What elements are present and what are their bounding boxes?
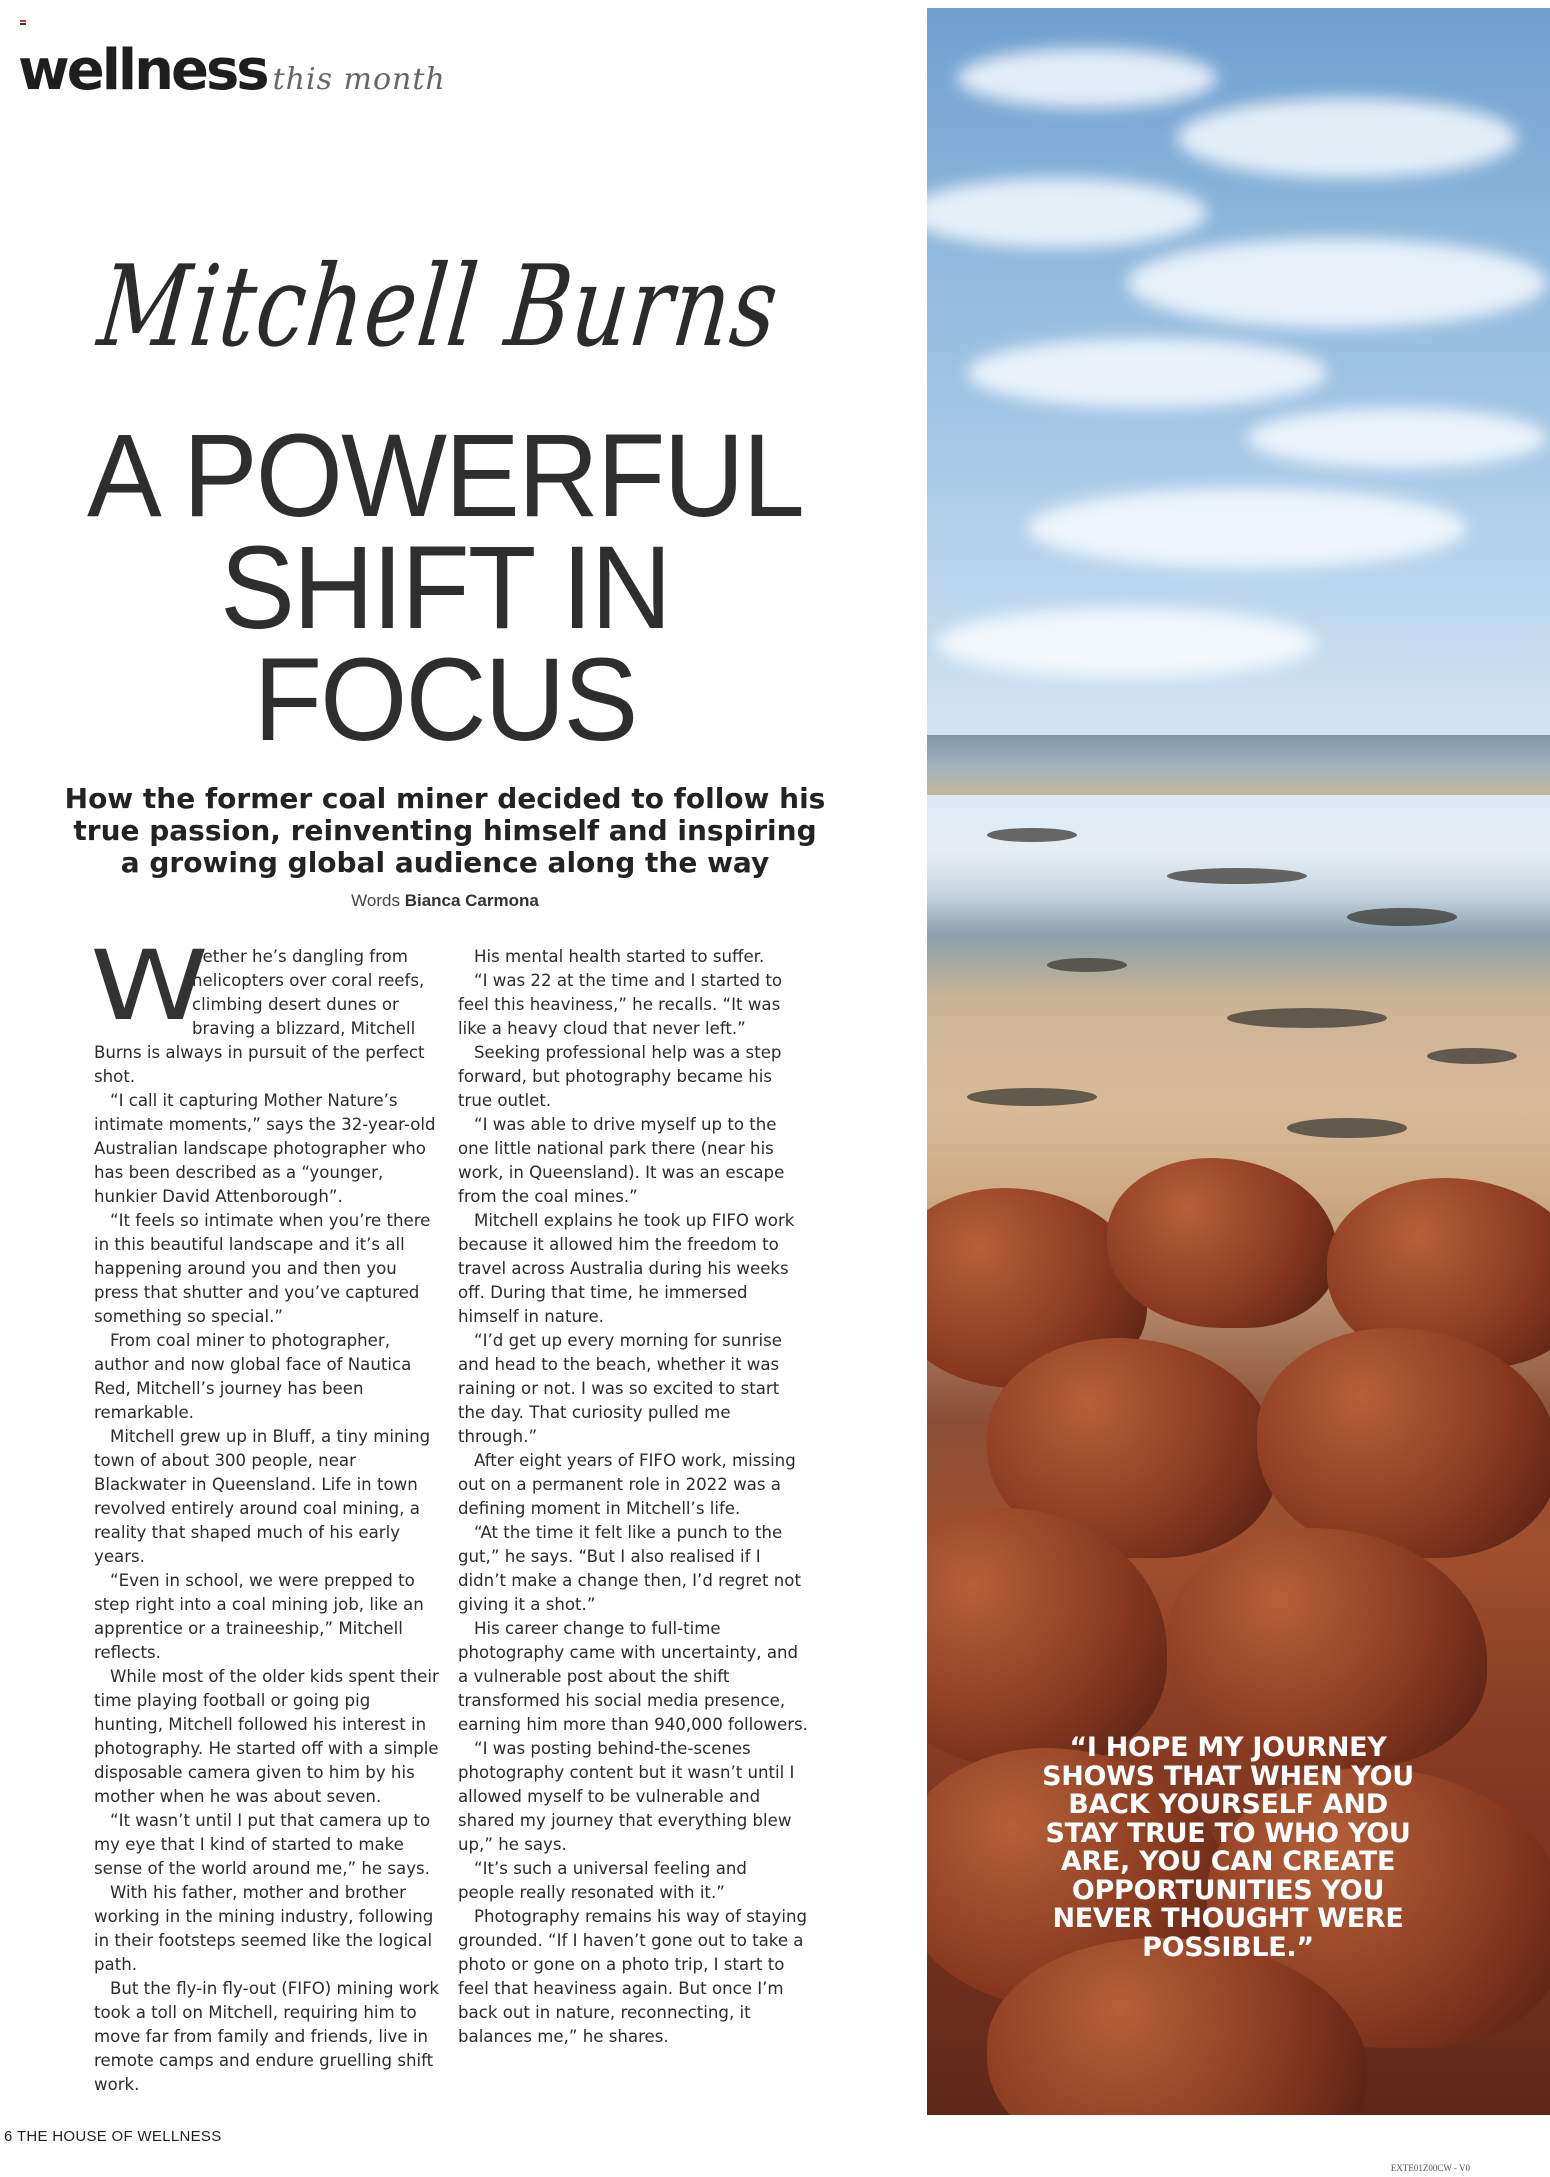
article-standfirst: How the former coal miner decided to follow his true passion, reinventing himself and inspiring a growing global audience along the way xyxy=(64,782,826,879)
body-paragraph: “I call it capturing Mother Nature’s intimate moments,” says the 32-year-old Australian landscape photographer who has been described as a “younger, hunkier David Attenborough”. xyxy=(94,1091,436,1206)
section-subtitle: this month xyxy=(272,62,446,97)
body-paragraph: Mitchell explains he took up FIFO work because it allowed him the freedom to travel across Australia during his weeks off. During that time, he immersed himself in nature. xyxy=(458,1211,795,1326)
sea-horizon xyxy=(927,735,1550,795)
beach-rock xyxy=(987,828,1077,842)
cloud xyxy=(1177,98,1517,178)
body-paragraph: “It’s such a universal feeling and people really resonated with it.” xyxy=(458,1859,747,1902)
headline-line: SHIFT IN xyxy=(220,522,670,654)
body-column-right xyxy=(458,945,808,2049)
cloud xyxy=(1127,238,1547,328)
body-paragraph: With his father, mother and brother working in the mining industry, following in their footsteps seemed like the logical path. xyxy=(94,1883,434,1974)
beach-rock xyxy=(967,1088,1097,1106)
beach-rock xyxy=(1347,908,1457,926)
body-paragraph: While most of the older kids spent their time playing football or going pig hunting, Mitchell followed his interest in photography. He started off with a simple disposable camera given to him by his mother when he was about seven. xyxy=(94,1667,439,1806)
headline-line: FOCUS xyxy=(253,634,637,766)
body-paragraph: “It feels so intimate when you’re there in this beautiful landscape and it’s all happening around you and then you press that shutter and you’ve captured something so special.” xyxy=(94,1211,431,1326)
body-paragraph: His career change to full-time photography came with uncertainty, and a vulnerable post about the shift transformed his social media presence, earning him more than 940,000 followers. xyxy=(458,1619,808,1734)
beach-rock xyxy=(1427,1048,1517,1064)
beach-rock xyxy=(1227,1008,1387,1028)
body-paragraph: His mental health started to suffer. xyxy=(474,947,765,966)
body-paragraph: Seeking professional help was a step forward, but photography became his true outlet. xyxy=(458,1043,782,1110)
print-code: EXTE01Z00CW - V0 xyxy=(1390,2163,1470,2173)
byline-author: Bianca Carmona xyxy=(404,891,539,910)
body-paragraph: “At the time it felt like a punch to the gut,” he says. “But I also realised if I didn’t make a change then, I’d regret not giving it a shot.” xyxy=(458,1523,801,1614)
beach-rock xyxy=(1167,868,1307,884)
body-paragraph: hether he’s dangling from helicopters over coral reefs, climbing desert dunes or braving a blizzard, Mitchell Burns is always in pursuit of the perfect shot. xyxy=(94,947,425,1086)
page-folio xyxy=(4,2128,222,2145)
article-headline xyxy=(22,410,868,766)
publication-name: THE HOUSE OF WELLNESS xyxy=(16,2128,222,2145)
subject-name-script: Mitchell Burns xyxy=(92,242,786,372)
cloud xyxy=(937,608,1317,678)
byline-prefix: Words xyxy=(351,891,400,910)
cloud xyxy=(1247,408,1547,468)
body-paragraph: “I was posting behind-the-scenes photography content but it wasn’t until I allowed myself to be vulnerable and shared my journey that everything blew up,” he says. xyxy=(458,1739,795,1854)
body-paragraph: But the fly-in fly-out (FIFO) mining work took a toll on Mitchell, requiring him to move far from family and friends, live in remote camps and endure gruelling shift work. xyxy=(94,1979,439,2094)
cloud xyxy=(967,338,1327,408)
body-paragraph: “I was 22 at the time and I started to feel this heaviness,” he recalls. “It was like a heavy cloud that never left.” xyxy=(458,971,783,1038)
section-title: wellness xyxy=(18,38,267,103)
pull-quote: “I HOPE MY JOURNEY SHOWS THAT WHEN YOU BACK YOURSELF AND STAY TRUE TO WHO YOU ARE, YOU CAN CREATE OPPORTUNITIES YOU NEVER THOUGHT WERE POSSIBLE.” xyxy=(1042,1732,1414,1963)
cloud xyxy=(927,178,1207,248)
section-masthead xyxy=(18,38,446,103)
page-number: 6 xyxy=(4,2128,13,2145)
body-paragraph: “It wasn’t until I put that camera up to my eye that I kind of started to make sense of the world around me,” he says. xyxy=(94,1811,431,1878)
body-paragraph: From coal miner to photographer, author and now global face of Nautica Red, Mitchell’s journey has been remarkable. xyxy=(94,1331,412,1422)
byline xyxy=(0,891,890,911)
body-paragraph: After eight years of FIFO work, missing out on a permanent role in 2022 was a defining moment in Mitchell’s life. xyxy=(458,1451,796,1518)
body-paragraph: “Even in school, we were prepped to step right into a coal mining job, like an apprentice or a traineeship,” Mitchell reflects. xyxy=(94,1571,424,1662)
body-paragraph: “I was able to drive myself up to the one little national park there (near his work, in Queensland). It was an escape from the coal mines.” xyxy=(458,1115,785,1206)
beach-rock xyxy=(1047,958,1127,972)
body-paragraph: “I’d get up every morning for sunrise and head to the beach, whether it was raining or not. I was so excited to start the day. That curiosity pulled me through.” xyxy=(458,1331,782,1446)
drop-cap: W xyxy=(90,930,209,1042)
headline-line: A POWERFUL xyxy=(86,410,804,542)
body-paragraph: Mitchell grew up in Bluff, a tiny mining town of about 300 people, near Blackwater in Queensland. Life in town revolved entirely around coal mining, a reality that shaped much of his early years. xyxy=(94,1427,431,1566)
beach-rock xyxy=(1287,1118,1407,1138)
red-rock xyxy=(1257,1328,1550,1558)
cloud xyxy=(957,48,1217,108)
red-rock xyxy=(1107,1158,1337,1328)
cloud xyxy=(1027,488,1467,568)
body-column-left xyxy=(90,930,444,2097)
page-marker xyxy=(20,20,26,26)
body-paragraph: Photography remains his way of staying grounded. “If I haven’t gone out to take a photo or gone on a photo trip, I start to feel that heaviness again. But once I’m back out in nature, reconnecting, it balances me,” he shares. xyxy=(458,1907,808,2046)
